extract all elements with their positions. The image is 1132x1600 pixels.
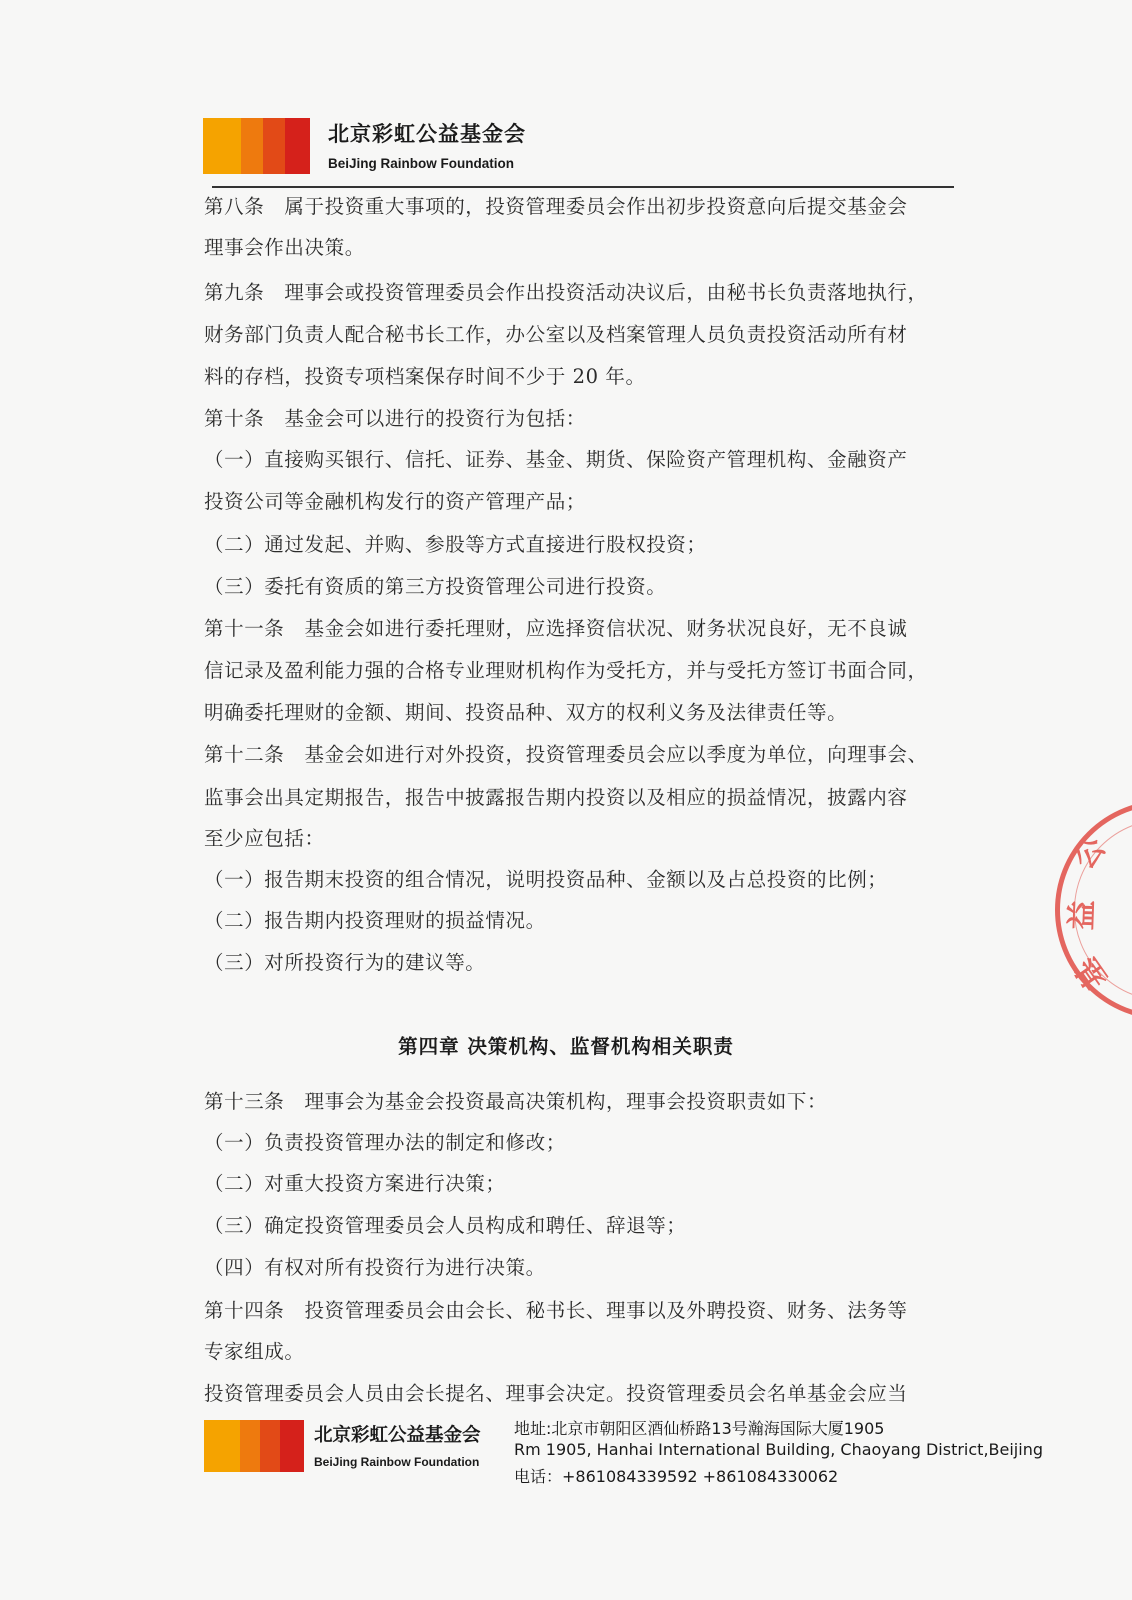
body-line: 财务部门负责人配合秘书长工作，办公室以及档案管理人员负责投资活动所有材	[204, 323, 908, 346]
body-line: 信记录及盈利能力强的合格专业理财机构作为受托方，并与受托方签订书面合同，	[204, 659, 928, 682]
seal-char: 基	[1068, 950, 1115, 996]
body-line: （一）直接购买银行、信托、证券、基金、期货、保险资产管理机构、金融资产	[204, 448, 908, 471]
body-line: （三）确定投资管理委员会人员构成和聘任、辞退等；	[204, 1214, 687, 1237]
body-line: 第十二条 基金会如进行对外投资，投资管理委员会应以季度为单位，向理事会、	[204, 743, 928, 766]
body-line: 投资管理委员会人员由会长提名、理事会决定。投资管理委员会名单基金会应当	[204, 1382, 908, 1405]
footer-logo-mark	[204, 1420, 304, 1472]
body-line: 专家组成。	[204, 1340, 305, 1363]
body-line: 明确委托理财的金额、期间、投资品种、双方的权利义务及法律责任等。	[204, 701, 848, 724]
body-line: （三）委托有资质的第三方投资管理公司进行投资。	[204, 575, 667, 598]
header-logo-mark	[203, 118, 310, 174]
body-line: 理事会作出决策。	[204, 236, 365, 259]
footer-org-name-en: BeiJing Rainbow Foundation	[314, 1455, 480, 1469]
body-line: 第十三条 理事会为基金会投资最高决策机构，理事会投资职责如下：	[204, 1090, 828, 1113]
body-line: （二）对重大投资方案进行决策；	[204, 1172, 506, 1195]
body-line: 投资公司等金融机构发行的资产管理产品；	[204, 490, 586, 513]
official-seal-stamp	[1055, 800, 1132, 1020]
body-line: （二）通过发起、并购、参股等方式直接进行股权投资；	[204, 533, 707, 556]
body-line: 监事会出具定期报告，报告中披露报告期内投资以及相应的损益情况，披露内容	[204, 786, 908, 809]
body-line: 第十一条 基金会如进行委托理财，应选择资信状况、财务状况良好，无不良诚	[204, 617, 908, 640]
chapter-title: 第四章 决策机构、监督机构相关职责	[398, 1035, 734, 1058]
body-line: （三）对所投资行为的建议等。	[204, 951, 486, 974]
header-org-name-cn: 北京彩虹公益基金会	[328, 122, 526, 146]
body-line: 至少应包括：	[204, 827, 325, 850]
body-line: （二）报告期内投资理财的损益情况。	[204, 909, 546, 932]
footer-address-en: Rm 1905, Hanhai International Building, Chaoyang District,Beijing	[514, 1440, 1043, 1459]
body-line: （一）报告期末投资的组合情况，说明投资品种、金额以及占总投资的比例；	[204, 868, 888, 891]
body-line: 第八条 属于投资重大事项的，投资管理委员会作出初步投资意向后提交基金会	[204, 195, 908, 218]
body-line: 第十条 基金会可以进行的投资行为包括：	[204, 407, 586, 430]
body-line: （一）负责投资管理办法的制定和修改；	[204, 1131, 566, 1154]
footer-address-cn: 地址:北京市朝阳区酒仙桥路13号瀚海国际大厦1905	[514, 1419, 885, 1438]
body-line: 第九条 理事会或投资管理委员会作出投资活动决议后，由秘书长负责落地执行，	[204, 281, 928, 304]
seal-char: 益	[1064, 899, 1101, 931]
footer-phone: 电话：+861084339592 +861084330062	[514, 1467, 839, 1486]
footer-org-name-cn: 北京彩虹公益基金会	[314, 1425, 481, 1446]
body-line: 料的存档，投资专项档案保存时间不少于 20 年。	[204, 365, 646, 388]
header-org-name-en: BeiJing Rainbow Foundation	[328, 156, 514, 171]
body-line: （四）有权对所有投资行为进行决策。	[204, 1256, 546, 1279]
header-divider	[212, 186, 954, 188]
seal-char: 公	[1066, 830, 1113, 876]
body-line: 第十四条 投资管理委员会由会长、秘书长、理事以及外聘投资、财务、法务等	[204, 1299, 908, 1322]
